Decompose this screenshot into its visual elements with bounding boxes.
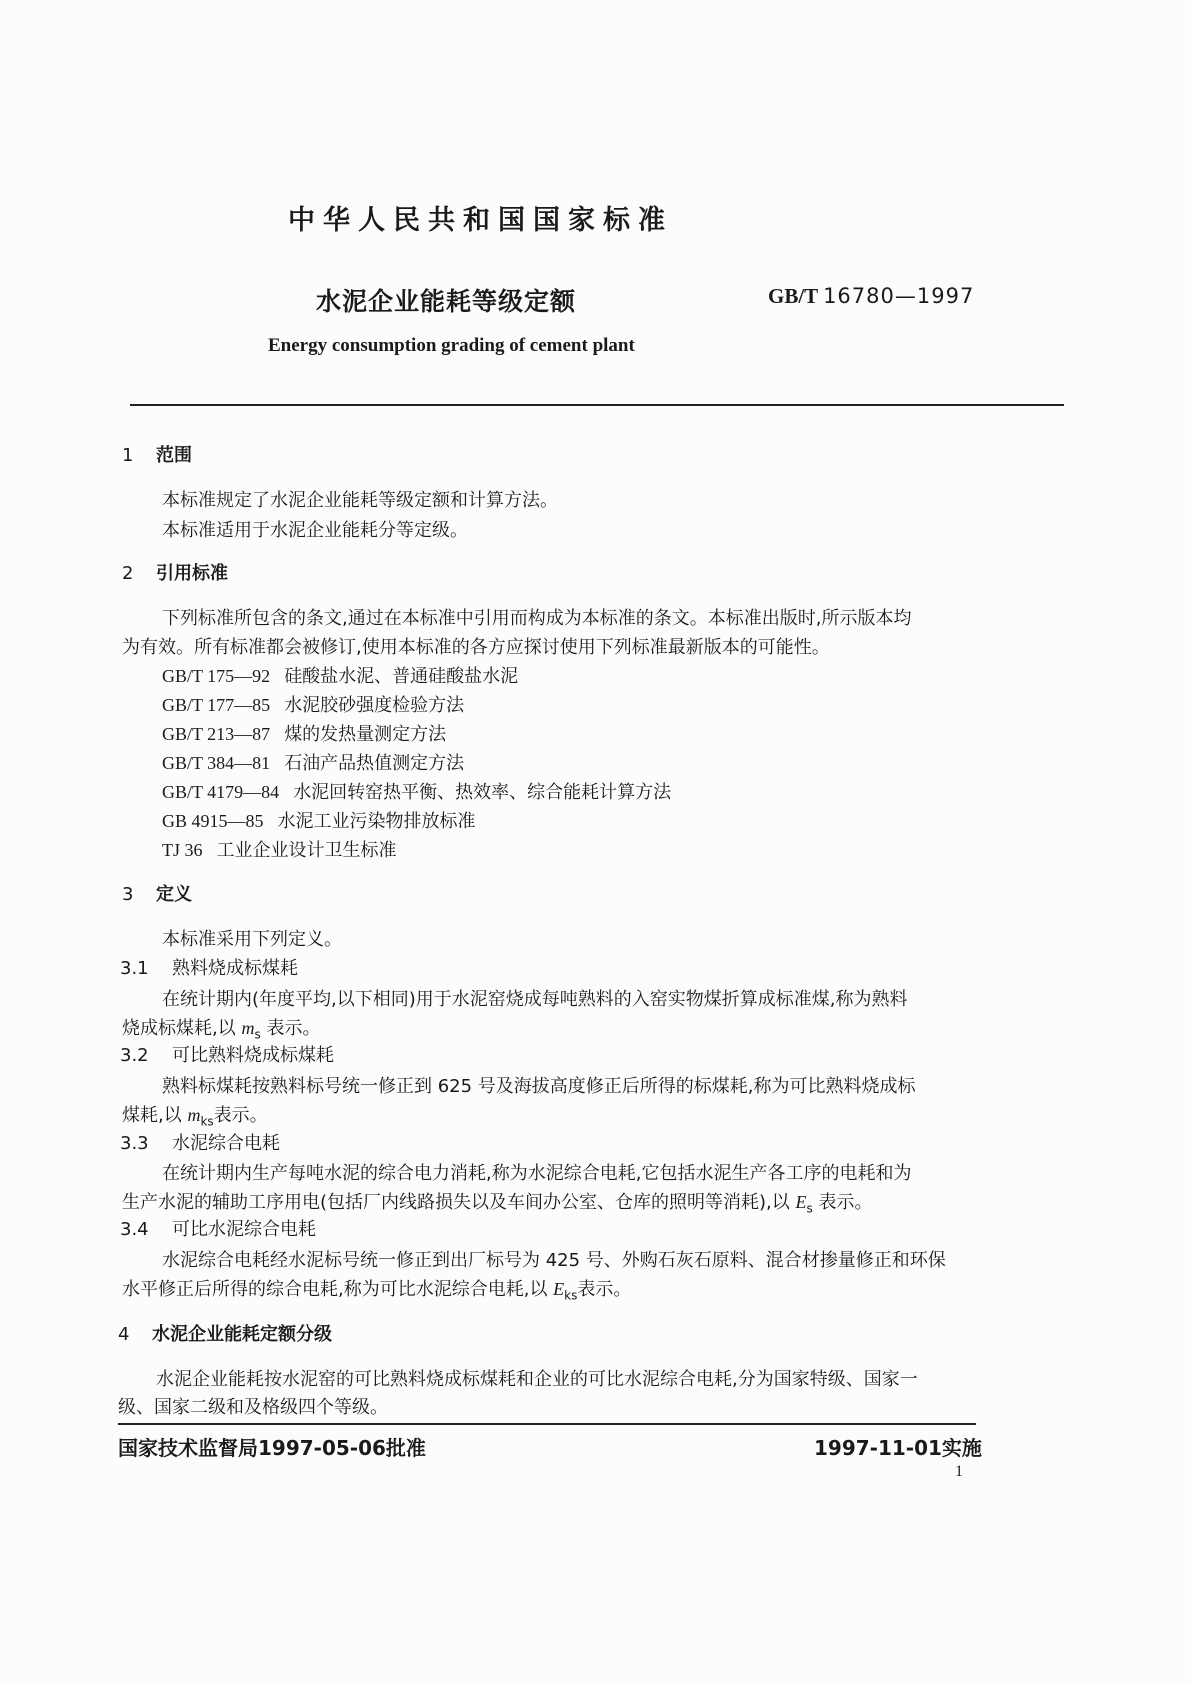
national-standard-heading: 中华人民共和国国家标准 (288, 205, 673, 236)
section-number: 3 (122, 884, 134, 905)
definition-3-3-heading (120, 1129, 280, 1155)
reference-item (162, 691, 464, 717)
symbol-subscript: ks (200, 1114, 214, 1129)
reference-code: TJ 36 (162, 840, 203, 860)
page-number: 1 (955, 1463, 963, 1480)
reference-code: GB/T 177—85 (162, 695, 271, 715)
footer-divider (118, 1423, 976, 1425)
text: 表示。 (577, 1279, 632, 1300)
paragraph-line (122, 1014, 320, 1042)
reference-item (162, 807, 476, 833)
reference-title: 水泥回转窑热平衡、热效率、综合能耗计算方法 (293, 782, 672, 803)
reference-item (162, 836, 397, 862)
subsection-number: 3.1 (120, 958, 149, 979)
section-title: 水泥企业能耗定额分级 (152, 1324, 332, 1345)
text: 生产水泥的辅助工序用电(包括厂内线路损失以及车间办公室、仓库的照明等消耗),以 (122, 1192, 796, 1213)
symbol-subscript: ks (564, 1288, 578, 1303)
section-number: 2 (122, 563, 134, 584)
text: 水平修正后所得的综合电耗,称为可比水泥综合电耗,以 (122, 1279, 554, 1300)
standard-code: 16780—1997 (823, 284, 975, 308)
paragraph-line: 级、国家二级和及格级四个等级。 (118, 1397, 388, 1418)
reference-item (162, 720, 446, 746)
symbol: m (241, 1018, 255, 1038)
symbol-subscript: s (254, 1027, 261, 1042)
standard-number (768, 284, 974, 309)
standard-prefix: GB/T (768, 284, 818, 308)
text: 烧成标煤耗,以 (122, 1018, 242, 1039)
symbol-subscript: s (806, 1201, 813, 1216)
reference-title: 石油产品热值测定方法 (284, 753, 465, 774)
paragraph-line: 为有效。所有标准都会被修订,使用本标准的各方应探讨使用下列标准最新版本的可能性。 (122, 637, 830, 658)
section-title: 引用标准 (156, 563, 228, 584)
reference-title: 水泥工业污染物排放标准 (277, 811, 476, 832)
reference-item (162, 662, 518, 688)
subsection-number: 3.3 (120, 1133, 149, 1154)
reference-code: GB 4915—85 (162, 811, 264, 831)
subsection-title: 可比熟料烧成标煤耗 (172, 1045, 334, 1066)
approval-statement: 国家技术监督局1997-05-06批准 (118, 1436, 426, 1460)
header-divider (130, 404, 1064, 406)
text: 表示。 (260, 1018, 321, 1039)
text: 煤耗,以 (122, 1105, 188, 1126)
section-2-heading (122, 559, 228, 585)
section-3-heading (122, 880, 192, 906)
reference-code: GB/T 384—81 (162, 753, 271, 773)
paragraph: 本标准规定了水泥企业能耗等级定额和计算方法。 (162, 490, 558, 511)
subsection-title: 水泥综合电耗 (172, 1133, 280, 1154)
symbol: m (187, 1105, 201, 1125)
paragraph-line (122, 1101, 268, 1129)
reference-title: 硅酸盐水泥、普通硅酸盐水泥 (284, 666, 519, 687)
reference-title: 水泥胶砂强度检验方法 (284, 695, 465, 716)
paragraph-line (122, 1188, 873, 1216)
paragraph-line (122, 1275, 631, 1303)
paragraph-line: 水泥综合电耗经水泥标号统一修正到出厂标号为 425 号、外购石灰石原料、混合材掺量修正和环保 (162, 1250, 946, 1271)
paragraph-line: 水泥企业能耗按水泥窑的可比熟料烧成标煤耗和企业的可比水泥综合电耗,分为国家特级、国家一 (156, 1369, 918, 1390)
reference-title: 煤的发热量测定方法 (284, 724, 447, 745)
subsection-title: 可比水泥综合电耗 (172, 1219, 316, 1240)
paragraph: 本标准适用于水泥企业能耗分等定级。 (162, 520, 468, 541)
reference-code: GB/T 4179—84 (162, 782, 280, 802)
subsection-title: 熟料烧成标煤耗 (172, 958, 298, 979)
paragraph-line: 熟料标煤耗按熟料标号统一修正到 625 号及海拔高度修正后所得的标煤耗,称为可比熟料烧成标 (162, 1076, 916, 1097)
section-4-heading (118, 1320, 332, 1346)
subsection-number: 3.2 (120, 1045, 149, 1066)
paragraph-line: 在统计期内(年度平均,以下相同)用于水泥窑烧成每吨熟料的入窑实物煤折算成标准煤,称为熟料 (162, 989, 908, 1010)
subsection-number: 3.4 (120, 1219, 149, 1240)
section-number: 4 (118, 1324, 130, 1345)
definition-3-4-heading (120, 1215, 316, 1241)
document-title-en: Energy consumption grading of cement plant (268, 335, 635, 356)
text: 表示。 (812, 1192, 873, 1213)
section-number: 1 (122, 445, 134, 466)
section-title: 范围 (156, 445, 192, 466)
text: 表示。 (213, 1105, 268, 1126)
definition-3-2-heading (120, 1041, 334, 1067)
paragraph-line: 在统计期内生产每吨水泥的综合电力消耗,称为水泥综合电耗,它包括水泥生产各工序的电耗和为 (162, 1163, 912, 1184)
section-title: 定义 (156, 884, 192, 905)
reference-item (162, 749, 464, 775)
symbol: E (553, 1279, 565, 1299)
document-title-cn: 水泥企业能耗等级定额 (316, 287, 577, 316)
reference-code: GB/T 213—87 (162, 724, 271, 744)
reference-item (162, 778, 671, 804)
paragraph-line: 下列标准所包含的条文,通过在本标准中引用而构成为本标准的条文。本标准出版时,所示版本均 (162, 608, 912, 629)
definition-3-1-heading (120, 954, 298, 980)
effective-date: 1997-11-01实施 (814, 1436, 982, 1460)
reference-title: 工业企业设计卫生标准 (216, 840, 397, 861)
reference-code: GB/T 175—92 (162, 666, 271, 686)
symbol: E (795, 1192, 807, 1212)
paragraph: 本标准采用下列定义。 (162, 929, 342, 950)
section-1-heading (122, 441, 192, 467)
